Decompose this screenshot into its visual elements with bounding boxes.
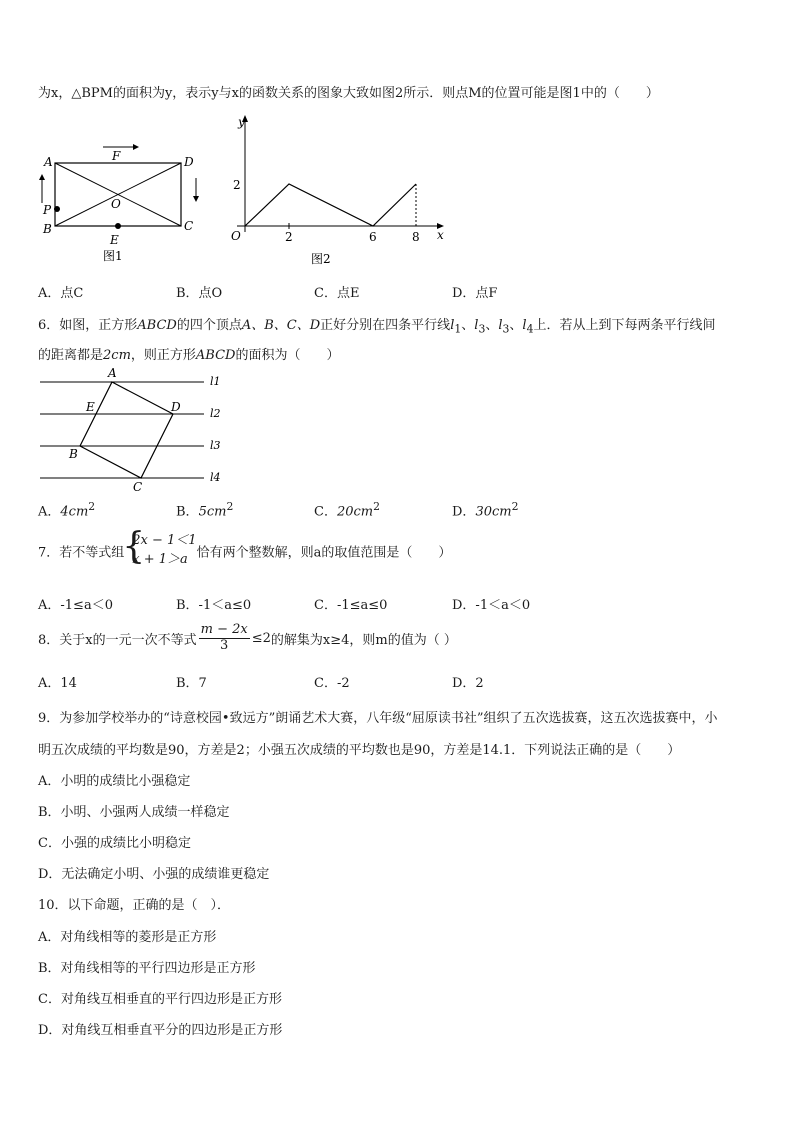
svg-text:E: E: [110, 233, 119, 247]
svg-text:D: D: [184, 155, 194, 169]
point-p: [54, 206, 60, 212]
svg-text:l2: l2: [210, 407, 221, 420]
q6-stem-line2: 的距离都是2cm，则正方形ABCD的面积为（ ）: [38, 348, 340, 363]
svg-text:O: O: [111, 197, 121, 211]
q9-stem-line2: 明五次成绩的平均数是90，方差是2；小强五次成绩的平均数也是90，方差是14.1．下列说法正确的是（ ）: [38, 743, 681, 758]
svg-text:F: F: [112, 149, 121, 163]
q7-option-a[interactable]: A．-1≤a＜0: [38, 598, 113, 613]
svg-text:l1: l1: [210, 375, 221, 388]
q8-option-a[interactable]: A．14: [38, 676, 77, 691]
fraction: $\frac{m - 2x}{3}$: [200, 622, 248, 653]
q8-option-b[interactable]: B．7: [176, 676, 207, 691]
svg-text:l4: l4: [210, 471, 221, 484]
q10-stem: 10．以下命题，正确的是（ ）．: [38, 898, 231, 913]
q7-stem: 7．若不等式组 { 2x − 1＜1 x + 1＞a 恰有两个整数解，则a的取值范围是（ ）: [38, 532, 451, 570]
q5-figure-1: [30, 138, 205, 266]
svg-text:C: C: [133, 480, 143, 494]
q9-option-d[interactable]: D．无法确定小明、小强的成绩谁更稳定: [38, 867, 270, 882]
q9-option-c[interactable]: C．小强的成绩比小明稳定: [38, 836, 191, 851]
svg-text:E: E: [86, 400, 95, 414]
q6-option-c[interactable]: C．$20cm^2$: [314, 500, 380, 520]
svg-text:l3: l3: [210, 439, 221, 452]
svg-text:6: 6: [369, 230, 377, 244]
q8-option-c[interactable]: C．-2: [314, 676, 350, 691]
svg-text:A: A: [44, 155, 53, 169]
q8-option-d[interactable]: D．2: [452, 676, 484, 691]
q6-option-b[interactable]: B．$5cm^2$: [176, 500, 234, 520]
svg-text:C: C: [184, 219, 194, 233]
svg-text:B: B: [43, 222, 52, 236]
q10-option-c[interactable]: C．对角线互相垂直的平行四边形是正方形: [38, 992, 282, 1007]
svg-text:8: 8: [412, 230, 420, 244]
svg-text:B: B: [69, 447, 78, 461]
q5-stem: 为x，△BPM的面积为y，表示y与x的函数关系的图象大致如图2所示．则点M的位置可能是图1中的（ ）: [38, 86, 659, 101]
q6-figure: [36, 364, 236, 494]
inequality-system: { 2x − 1＜1 x + 1＞a: [122, 526, 197, 567]
q5-option-a[interactable]: A．点C: [38, 286, 84, 301]
graph-line: [245, 184, 416, 226]
q6-stem-line1: 6．如图，正方形ABCD的四个顶点A、B、C、D正好分别在四条平行线$l_1$、$l_3$、$l_3$、$l_4$上．若从上到下每两条平行线间: [38, 318, 716, 336]
svg-text:2: 2: [233, 178, 241, 192]
q7-option-d[interactable]: D．-1＜a＜0: [452, 598, 531, 613]
q9-option-a[interactable]: A．小明的成绩比小强稳定: [38, 774, 191, 789]
q10-option-b[interactable]: B．对角线相等的平行四边形是正方形: [38, 961, 256, 976]
svg-text:O: O: [231, 229, 241, 243]
svg-text:2: 2: [285, 230, 293, 244]
square-abcd: [80, 382, 173, 478]
q6-option-d[interactable]: D．$30cm^2$: [452, 500, 519, 520]
svg-text:P: P: [43, 203, 52, 217]
q5-option-d[interactable]: D．点F: [452, 286, 498, 301]
q9-stem-line1: 9．为参加学校举办的“诗意校园•致远方”朗诵艺术大赛，八年级“屈原读书社”组织了五次选拔赛，这五次选拔赛中，小: [38, 711, 718, 726]
q5-option-b[interactable]: B．点O: [176, 286, 223, 301]
svg-text:x: x: [437, 228, 444, 242]
q5-option-c[interactable]: C．点E: [314, 286, 360, 301]
q7-option-b[interactable]: B．-1＜a≤0: [176, 598, 252, 613]
svg-text:A: A: [108, 366, 117, 380]
q10-option-d[interactable]: D．对角线互相垂直平分的四边形是正方形: [38, 1023, 283, 1038]
q9-option-b[interactable]: B．小明、小强两人成绩一样稳定: [38, 805, 230, 820]
figure-1-caption: 图1: [103, 249, 123, 263]
figure-2-caption: 图2: [311, 252, 331, 266]
svg-text:y: y: [238, 115, 245, 129]
q6-option-a[interactable]: A．$4cm^2$: [38, 500, 96, 520]
point-e: [115, 223, 121, 229]
q8-stem: 8．关于x的一元一次不等式 $\frac{m - 2x}{3}$ ≤2的解集为x≥4，则m的值为（ ）: [38, 622, 457, 653]
q10-option-a[interactable]: A．对角线相等的菱形是正方形: [38, 930, 217, 945]
q7-option-c[interactable]: C．-1≤a≤0: [314, 598, 388, 613]
svg-text:D: D: [171, 400, 181, 414]
q5-figure-2: [225, 110, 450, 270]
